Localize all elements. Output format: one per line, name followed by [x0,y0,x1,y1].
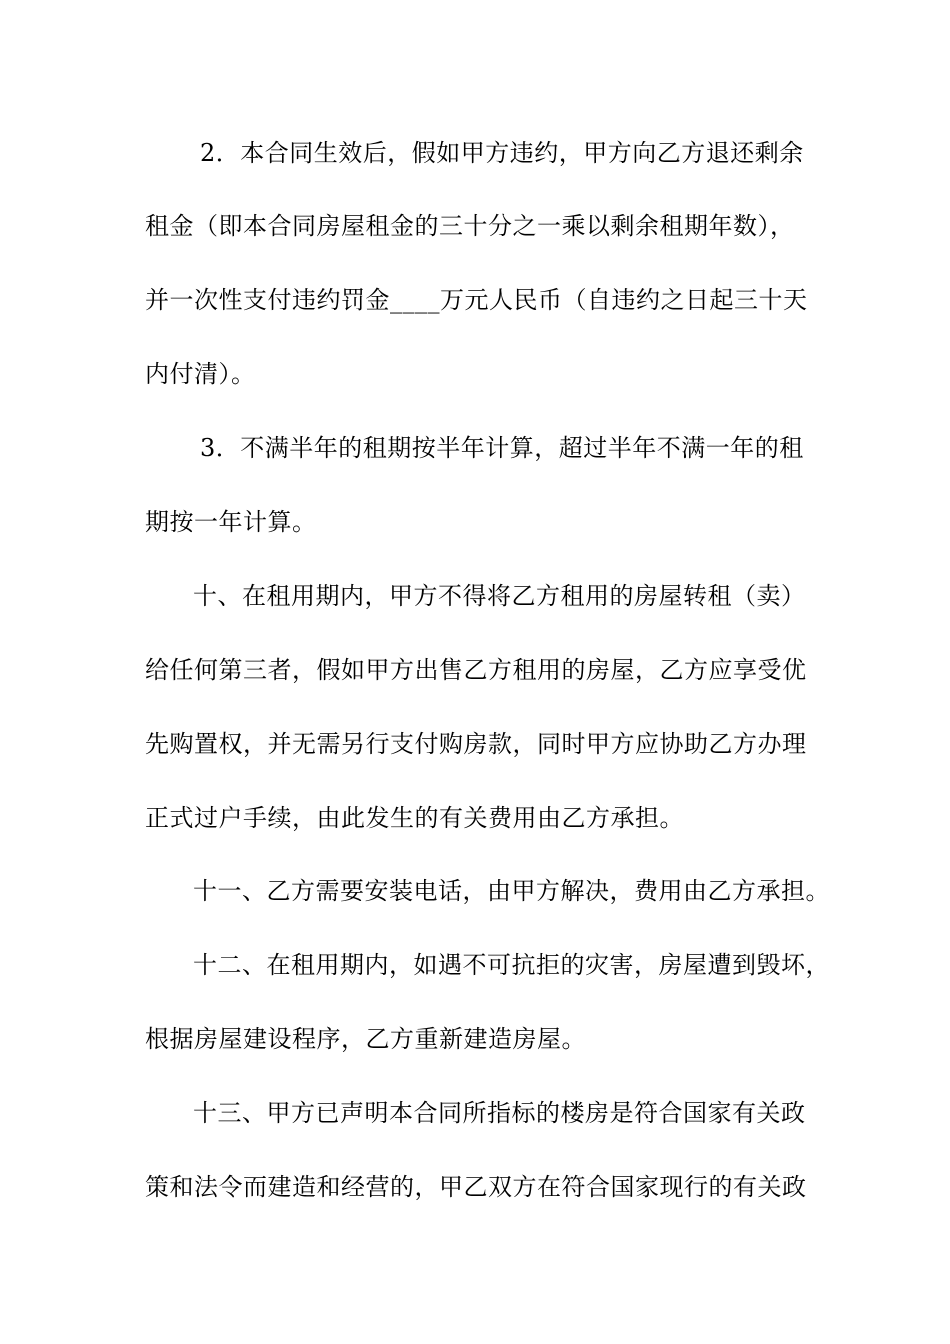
paragraph-line: 3．不满半年的租期按半年计算，超过半年不满一年的租 [200,434,804,462]
paragraph-line: 十、在租用期内，甲方不得将乙方租用的房屋转租（卖） [193,582,806,610]
paragraph-line: 策和法令而建造和经营的，甲乙双方在符合国家现行的有关政 [145,1173,807,1201]
paragraph-line: 期按一年计算。 [145,508,317,536]
paragraph-line: 正式过户手续，由此发生的有关费用由乙方承担。 [145,804,684,832]
paragraph-line: 并一次性支付违约罚金____万元人民币（自违约之日起三十天 [145,286,808,314]
paragraph-line: 给任何第三者，假如甲方出售乙方租用的房屋，乙方应享受优 [145,656,807,684]
paragraph-line: 内付清）。 [145,360,256,388]
paragraph-line: 根据房屋建设程序，乙方重新建造房屋。 [145,1025,586,1053]
paragraph-line: 十二、在租用期内，如遇不可抗拒的灾害，房屋遭到毁坏， [193,951,830,979]
paragraph-line: 租金（即本合同房屋租金的三十分之一乘以剩余租期年数）， [145,212,795,240]
paragraph-line: 十三、甲方已声明本合同所指标的楼房是符合国家有关政 [193,1099,806,1127]
paragraph-line: 十一、乙方需要安装电话，由甲方解决，费用由乙方承担。 [193,877,830,905]
paragraph-line: 先购置权，并无需另行支付购房款，同时甲方应协助乙方办理 [145,730,807,758]
paragraph-line: 2．本合同生效后，假如甲方违约，甲方向乙方退还剩余 [200,139,804,167]
